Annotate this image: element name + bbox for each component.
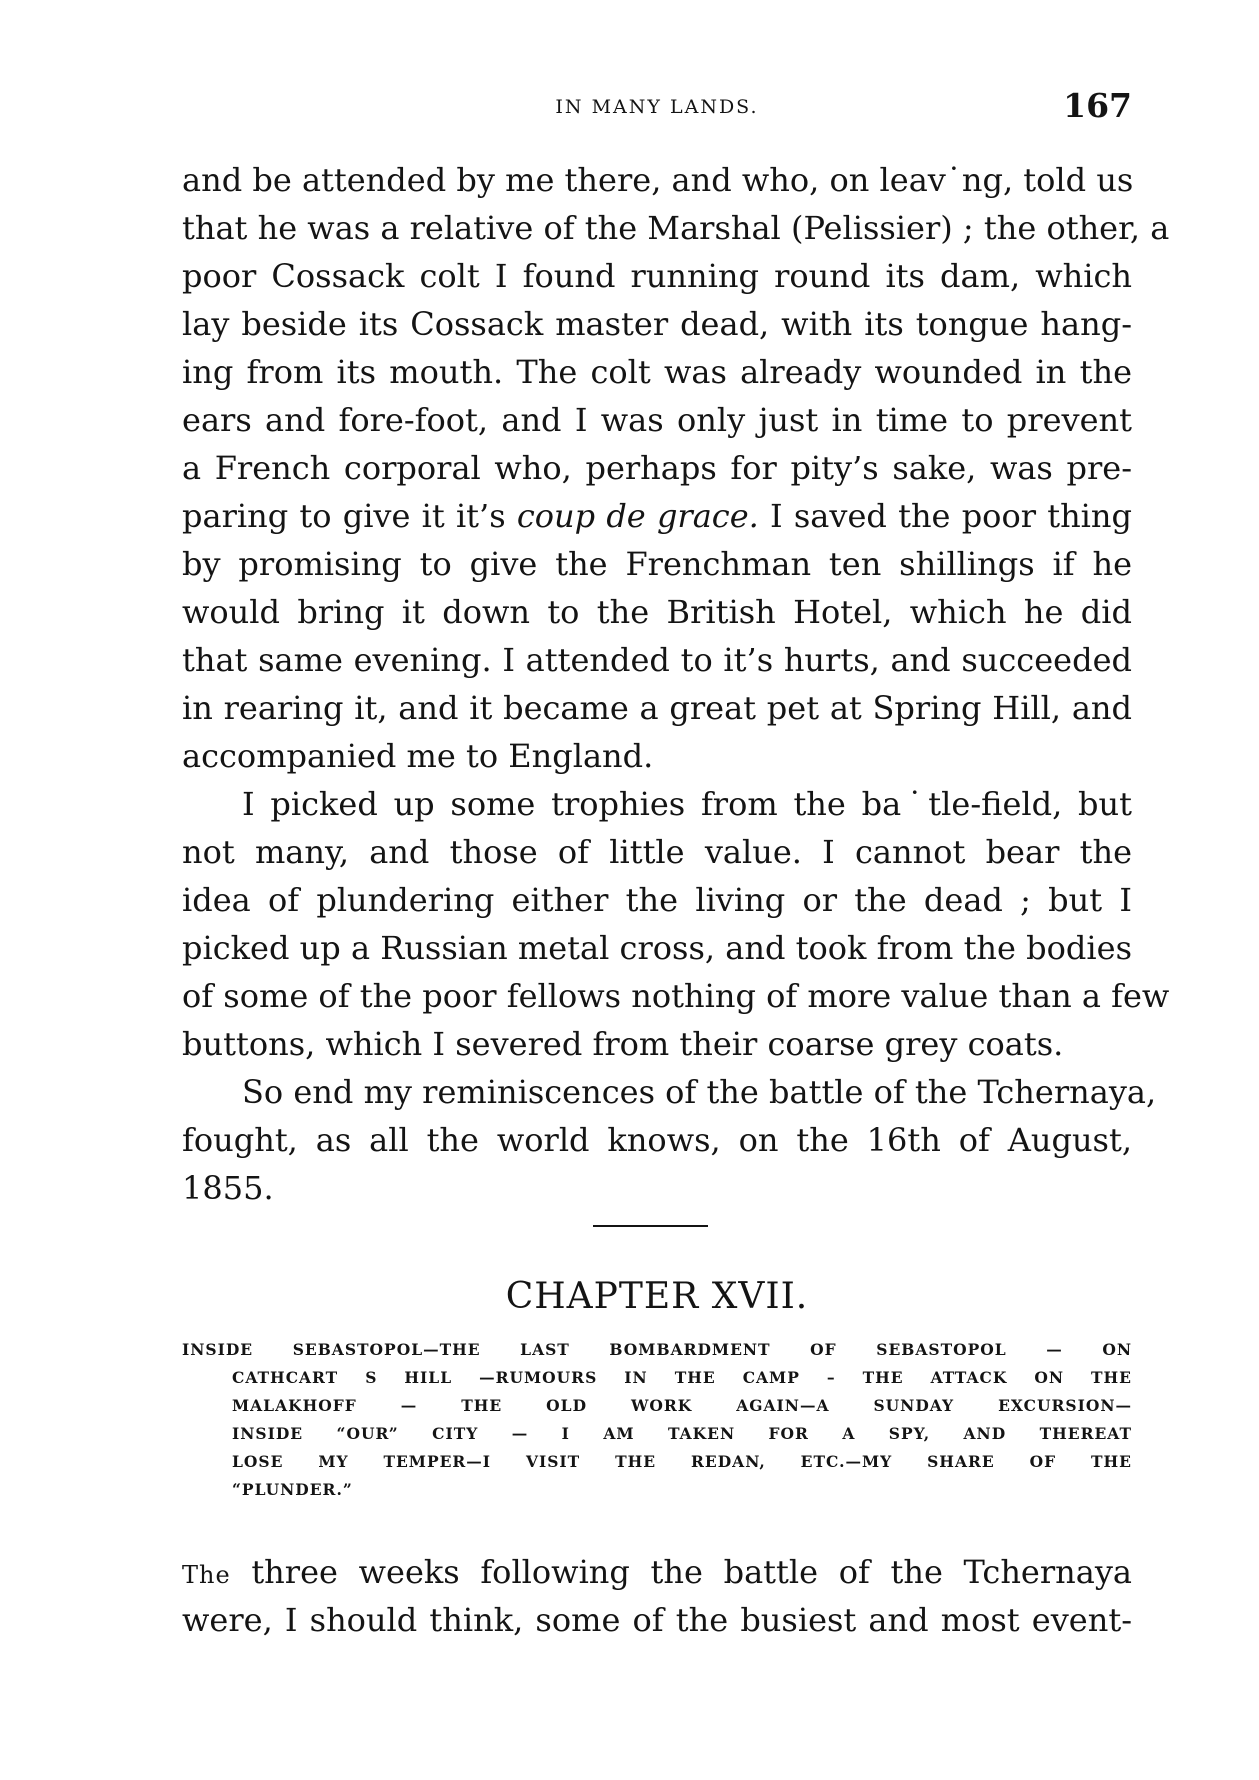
text-line: buttons, which I severed from their coarse grey coats. (182, 1025, 1064, 1063)
text-line: in rearing it, and it became a great pet at Spring Hill, and (182, 689, 1132, 727)
drop-word: The (182, 1561, 231, 1589)
text-line: ing from its mouth. The colt was already wounded in the (182, 353, 1132, 391)
paragraph-3 (182, 1068, 1157, 1212)
text-line: that he was a relative of the Marshal (Pelissier) ; the other, a (182, 209, 1170, 247)
text-line: were, I should think, some of the busiest and most event- (182, 1601, 1132, 1639)
italic-phrase: coup de grace. (516, 497, 759, 535)
text-fragment: I saved the poor thing (758, 497, 1133, 535)
page-number: 167 (1063, 86, 1132, 125)
text-line: accompanied me to England. (182, 737, 654, 775)
running-title: IN MANY LANDS. (555, 96, 759, 118)
synopsis-line: CATHCART S HILL —RUMOURS IN THE CAMP – THE ATTACK ON THE (232, 1368, 1132, 1387)
text-line: would bring it down to the British Hotel, which he did (182, 593, 1132, 631)
synopsis-line: “PLUNDER.” (232, 1480, 353, 1499)
text-fragment: three weeks following the battle of the Tchernaya (230, 1553, 1132, 1591)
text-line: picked up a Russian metal cross, and took from the bodies (182, 929, 1132, 967)
text-line: poor Cossack colt I found running round its dam, which (182, 257, 1132, 295)
synopsis-line: LOSE MY TEMPER—I VISIT THE REDAN, ETC.—MY SHARE OF THE (232, 1452, 1132, 1471)
text-line: fought, as all the world knows, on the 16th of August, (182, 1121, 1132, 1159)
text-line: idea of plundering either the living or the dead ; but I (182, 881, 1132, 919)
paragraph-1 (182, 156, 1170, 780)
text-line: lay beside its Cossack master dead, with its tongue hang- (182, 305, 1132, 343)
text-line: a French corporal who, perhaps for pity’s sake, was pre- (182, 449, 1132, 487)
synopsis-line: INSIDE “OUR” CITY — I AM TAKEN FOR A SPY, AND THEREAT (232, 1424, 1132, 1443)
text-fragment: paring to give it it’s (182, 497, 517, 535)
text-line: by promising to give the Frenchman ten shillings if he (182, 545, 1132, 583)
section-divider (593, 1225, 708, 1227)
text-line (182, 1548, 1132, 1596)
text-line: So end my reminiscences of the battle of the Tchernaya, (242, 1073, 1157, 1111)
text-line: of some of the poor fellows nothing of more value than a few (182, 977, 1170, 1015)
text-line: that same evening. I attended to it’s hurts, and succeeded (182, 641, 1132, 679)
synopsis-line: INSIDE SEBASTOPOL—THE LAST BOMBARDMENT OF SEBASTOPOL — ON (182, 1340, 1132, 1359)
paragraph-4 (182, 1548, 1132, 1644)
synopsis-line: MALAKHOFF — THE OLD WORK AGAIN—A SUNDAY EXCURSION— (232, 1396, 1132, 1415)
running-head (182, 86, 1132, 126)
chapter-synopsis (182, 1336, 1132, 1504)
text-line: 1855. (182, 1169, 274, 1207)
text-line: and be attended by me there, and who, on leav˙ng, told us (182, 161, 1134, 199)
text-line: ears and fore-foot, and I was only just in time to prevent (182, 401, 1132, 439)
text-line: not many, and those of little value. I cannot bear the (182, 833, 1132, 871)
paragraph-2 (182, 780, 1170, 1068)
text-line (182, 492, 1132, 540)
chapter-title: CHAPTER XVII. (505, 1276, 809, 1317)
text-line: I picked up some trophies from the ba˙tle-field, but (242, 785, 1132, 823)
